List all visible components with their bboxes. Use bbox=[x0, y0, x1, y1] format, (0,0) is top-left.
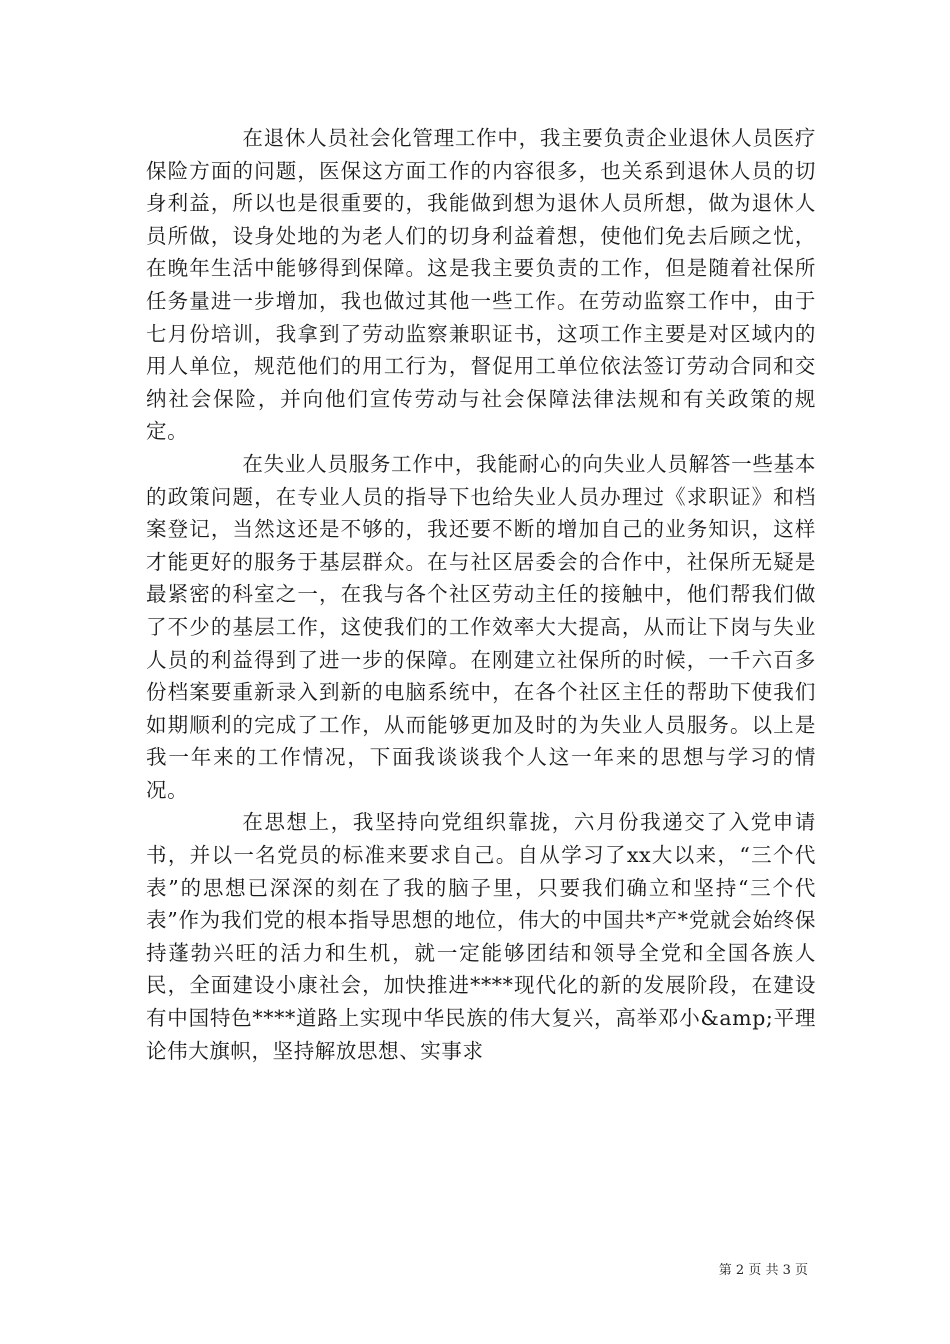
paragraph-ideology: 在思想上，我坚持向党组织靠拢，六月份我递交了入党申请书，并以一名党员的标准来要求自己。自从学习了xx大以来，“三个代表”的思想已深深的刻在了我的脑子里，只要我们确立和坚持“三个代表”作为我们党的根本指导思想的地位，伟大的中国共*产*党就会始终保持蓬勃兴旺的活力和生机，就一定能够团结和领导全党和全国各族人民，全面建设小康社会，加快推进****现代化的新的发展阶段，在建设有中国特色****道路上实现中华民族的伟大复兴，高举邓小&amp;平理论伟大旗帜，坚持解放思想、实事求 bbox=[146, 810, 816, 1063]
page-number-footer: 第 2 页 共 3 页 bbox=[718, 1263, 808, 1278]
paragraph-unemployed-services: 在失业人员服务工作中，我能耐心的向失业人员解答一些基本的政策问题，在专业人员的指导下也给失业人员办理过《求职证》和档案登记，当然这还是不够的，我还要不断的增加自己的业务知识，这样才能更好的服务于基层群众。在与社区居委会的合作中，社保所无疑是最紧密的科室之一，在我与各个社区劳动主任的接触中，他们帮我们做了不少的基层工作，这使我们的工作效率大大提高，从而让下岗与失业人员的利益得到了进一步的保障。在刚建立社保所的时候，一千六百多份档案要重新录入到新的电脑系统中，在各个社区主任的帮助下使我们如期顺利的完成了工作，从而能够更加及时的为失业人员服务。以上是我一年来的工作情况，下面我谈谈我个人这一年来的思想与学习的情况。 bbox=[146, 451, 816, 802]
paragraph-retiree-management: 在退休人员社会化管理工作中，我主要负责企业退休人员医疗保险方面的问题，医保这方面工作的内容很多，也关系到退休人员的切身利益，所以也是很重要的，我能做到想为退休人员所想，做为退休人员所做，设身处地的为老人们的切身利益着想，使他们免去后顾之忧，在晚年生活中能够得到保障。这是我主要负责的工作，但是随着社保所任务量进一步增加，我也做过其他一些工作。在劳动监察工作中，由于七月份培训，我拿到了劳动监察兼职证书，这项工作主要是对区域内的用人单位，规范他们的用工行为，督促用工单位依法签订劳动合同和交纳社会保险，并向他们宣传劳动与社会保障法律法规和有关政策的规定。 bbox=[146, 126, 816, 444]
document-body bbox=[146, 122, 816, 1067]
